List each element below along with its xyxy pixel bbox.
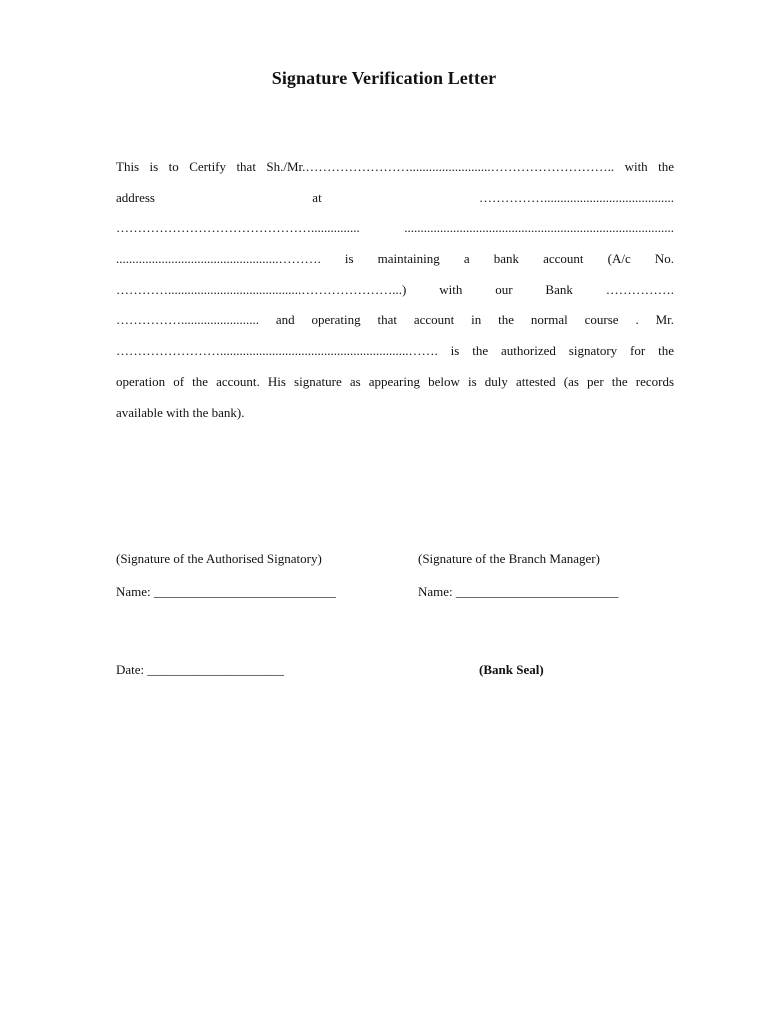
paragraph-line: address at ……………........................................: [116, 189, 674, 205]
signatory-name-field: Name: ____________________________: [116, 584, 336, 599]
authorised-signatory-label: (Signature of the Authorised Signatory): [116, 551, 322, 566]
paragraph-line: ..................................................………. is maintaining a bank account (A/c No.: [116, 251, 674, 267]
paragraph-line: ………………………………………............... ...................................................................................: [116, 220, 674, 236]
certification-paragraph: [116, 155, 674, 431]
page-title: Signature Verification Letter: [271, 68, 497, 88]
paragraph-line: available with the bank).: [116, 404, 245, 420]
date-field: Date: _____________________: [116, 662, 284, 677]
paragraph-line: ………….........................................…………………...) with our Bank …………….: [116, 281, 674, 297]
manager-name-field: Name: _________________________: [418, 584, 619, 599]
branch-manager-label: (Signature of the Branch Manager): [418, 551, 600, 566]
paragraph-line: This is to Certify that Sh./Mr.…………………….........................……………………….. with the: [116, 159, 674, 174]
bank-seal-label: (Bank Seal): [479, 662, 544, 677]
paragraph-line: operation of the account. His signature as appearing below is duly attested (as per the records: [116, 373, 674, 389]
paragraph-line: ……………........................ and operating that account in the normal course . Mr.: [116, 312, 674, 328]
paragraph-line: ……………………..........................................................……. is the authorized signatory for the: [116, 343, 674, 359]
